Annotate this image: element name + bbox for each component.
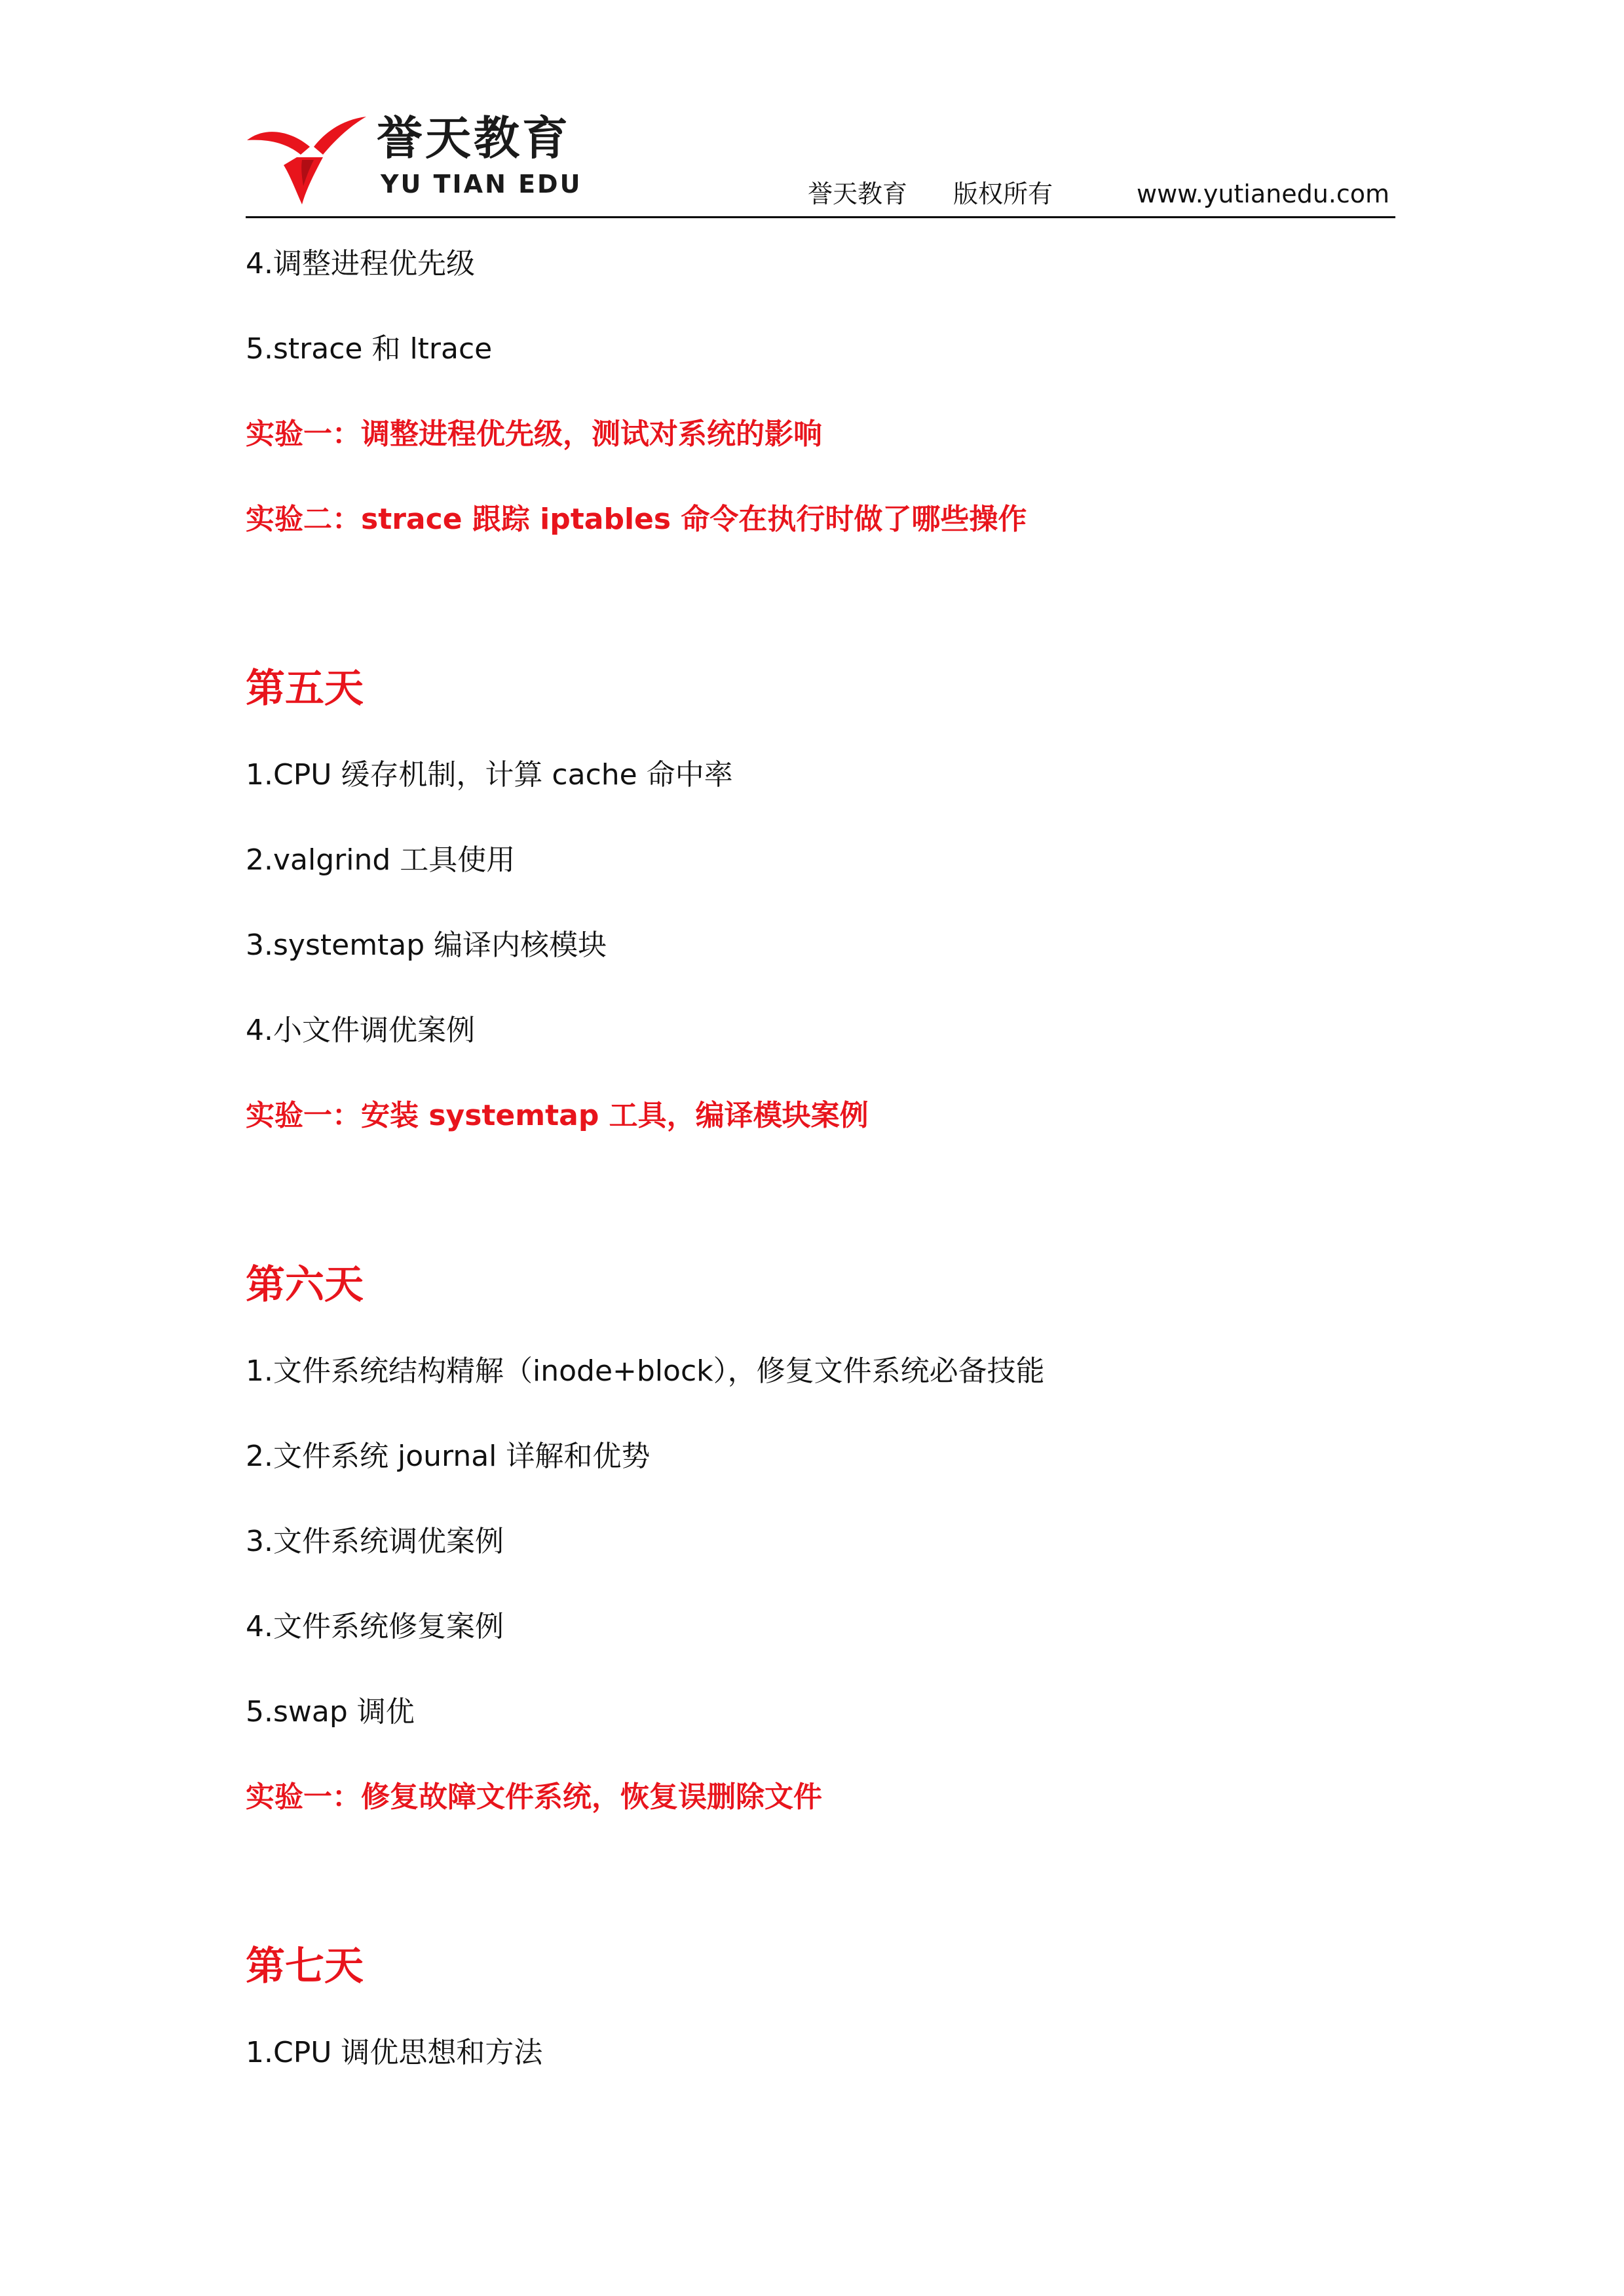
header-rights: 版权所有 [953,180,1053,208]
yutian-logo [246,111,613,210]
list-item: 1.CPU 缓存机制，计算 cache 命中率 [246,758,733,792]
day-heading-7: 第七天 [246,1943,364,1989]
list-item: 5.strace 和 ltrace [246,332,493,366]
list-item: 5.swap 调优 [246,1695,415,1729]
header-brand: 誉天教育 [808,180,908,208]
list-item: 2.valgrind 工具使用 [246,843,516,877]
list-item: 4.文件系统修复案例 [246,1610,504,1643]
lab-item: 实验一：安装 systemtap 工具，编译模块案例 [246,1099,869,1132]
lab-item: 实验一：调整进程优先级，测试对系统的影响 [246,417,822,451]
lab-item: 实验二：strace 跟踪 iptables 命令在执行时做了哪些操作 [246,503,1027,536]
yutian-logo-mark-icon [246,114,367,206]
header-divider [246,216,1395,218]
logo-cn-text: 誉天教育 [377,111,571,165]
list-item: 4.小文件调优案例 [246,1014,475,1047]
lab-item: 实验一：修复故障文件系统，恢复误删除文件 [246,1780,822,1814]
list-item: 3.systemtap 编译内核模块 [246,928,607,962]
page-header [246,111,1395,220]
list-item: 4.调整进程优先级 [246,247,475,280]
header-url[interactable]: www.yutianedu.com [1137,180,1390,208]
day-heading-6: 第六天 [246,1262,364,1308]
day-heading-5: 第五天 [246,666,364,712]
list-item: 2.文件系统 journal 详解和优势 [246,1440,651,1473]
logo-en-text: YU TIAN EDU [381,170,582,199]
list-item: 3.文件系统调优案例 [246,1525,504,1558]
list-item: 1.CPU 调优思想和方法 [246,2036,543,2069]
list-item: 1.文件系统结构精解（inode+block），修复文件系统必备技能 [246,1354,1045,1388]
